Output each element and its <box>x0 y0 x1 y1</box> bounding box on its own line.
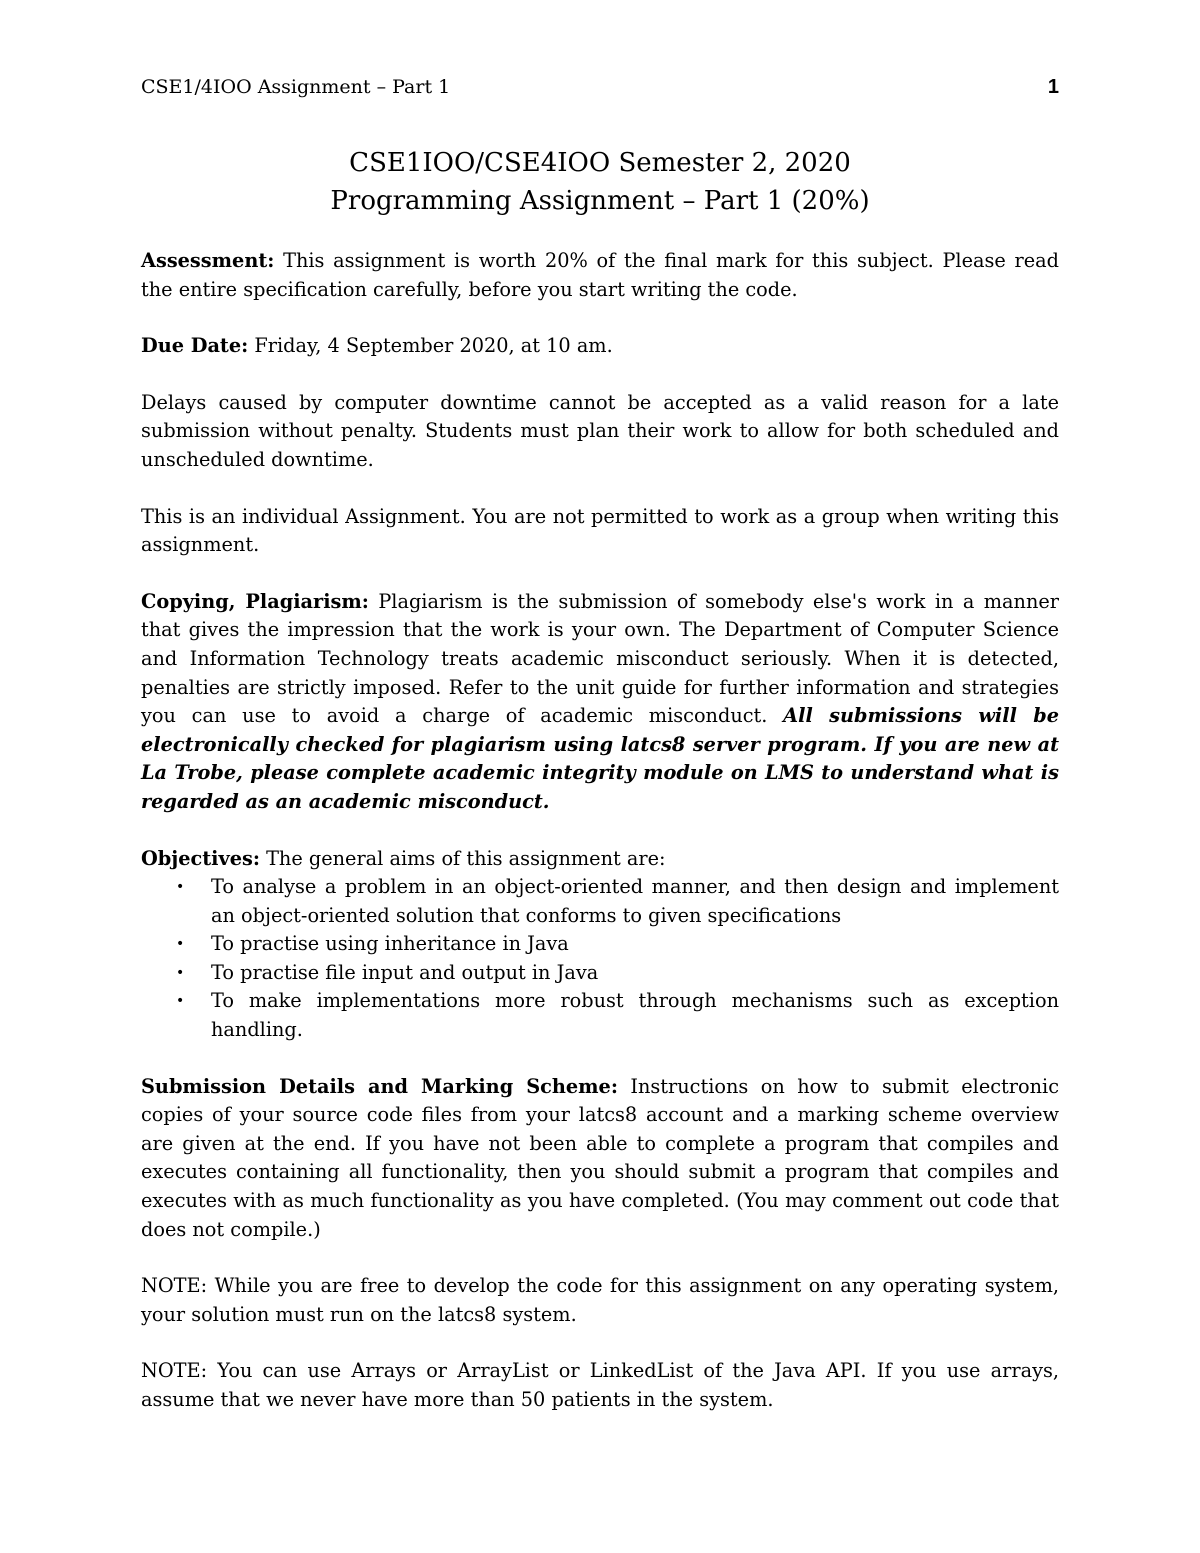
document-title <box>0 144 1200 220</box>
due-date-text: Friday, 4 September 2020, at 10 am. <box>248 334 613 358</box>
due-date-paragraph <box>141 332 1059 361</box>
submission-label: Submission Details and Marking Scheme: <box>141 1074 618 1098</box>
note-arrays: NOTE: You can use Arrays or ArrayList or LinkedList of the Java API. If you use arrays, assume that we never have more than 50 patients in the system. <box>141 1359 1059 1411</box>
assessment-text: This assignment is worth 20% of the final mark for this subject. Please read the entire specification carefully, before you start writing the code. <box>141 249 1059 301</box>
bullet-icon: • <box>176 879 185 896</box>
objectives-paragraph <box>141 845 1059 874</box>
objective-text: To practise using inheritance in Java <box>211 932 569 956</box>
assessment-paragraph <box>141 247 1059 304</box>
bullet-icon: • <box>176 993 185 1010</box>
document-body <box>141 247 1059 1443</box>
bullet-icon: • <box>176 964 185 981</box>
objectives-intro: The general aims of this assignment are: <box>259 846 666 870</box>
objective-text: To analyse a problem in an object-oriented manner, and then design and implement an object-oriented solution that conforms to given specifications <box>211 875 1059 927</box>
objectives-list <box>141 873 1059 1045</box>
note-operating-system: NOTE: While you are free to develop the code for this assignment on any operating system, your solution must run on the latcs8 system. <box>141 1274 1059 1326</box>
plagiarism-emphasis: All submissions will be electronically checked for plagiarism using latcs8 server program. If you are new at La Trobe, please complete academic integrity module on LMS to understand what is regarded as an academic misconduct. <box>141 704 1059 813</box>
running-header <box>141 74 1059 104</box>
plagiarism-paragraph <box>141 588 1059 817</box>
list-item <box>141 873 1059 930</box>
individual-paragraph: This is an individual Assignment. You are not permitted to work as a group when writing this assignment. <box>141 504 1059 557</box>
objectives-label: Objectives: <box>141 846 260 870</box>
objective-text: To make implementations more robust through mechanisms such as exception handling. <box>211 989 1059 1042</box>
due-date-label: Due Date: <box>141 334 249 358</box>
submission-paragraph <box>141 1073 1059 1245</box>
bullet-icon: • <box>176 936 185 953</box>
document-title-line-1: CSE1IOO/CSE4IOO Semester 2, 2020 <box>349 148 851 178</box>
assessment-label: Assessment: <box>141 249 275 272</box>
list-item <box>141 930 1059 959</box>
delays-paragraph: Delays caused by computer downtime cannot be accepted as a valid reason for a late submission without penalty. Students must plan their work to allow for both scheduled and unscheduled downtime. <box>141 390 1059 471</box>
list-item <box>141 959 1059 988</box>
running-header-title: CSE1/4IOO Assignment – Part 1 <box>141 76 451 98</box>
page-number: 1 <box>1047 76 1059 98</box>
plagiarism-label: Copying, Plagiarism: <box>141 589 369 613</box>
submission-text: Instructions on how to submit electronic copies of your source code files from your latcs8 account and a marking scheme overview are given at the end. If you have not been able to complete a program that compiles and executes containing all functionality, then you should submit a program that compiles and executes with as much functionality as you have completed. (You may comment out code that does not compile.) <box>141 1074 1059 1241</box>
plagiarism-text: Plagiarism is the submission of somebody else's work in a manner that gives the impression that the work is your own. The Department of Computer Science and Information Technology treats academic misconduct seriously. When it is detected, penalties are strictly imposed. Refer to the unit guide for further information and strategies you can use to avoid a charge of academic misconduct. <box>141 589 1059 728</box>
document-title-line-2: Programming Assignment – Part 1 (20%) <box>330 186 870 216</box>
objective-text: To practise file input and output in Java <box>211 960 599 984</box>
list-item <box>141 987 1059 1044</box>
